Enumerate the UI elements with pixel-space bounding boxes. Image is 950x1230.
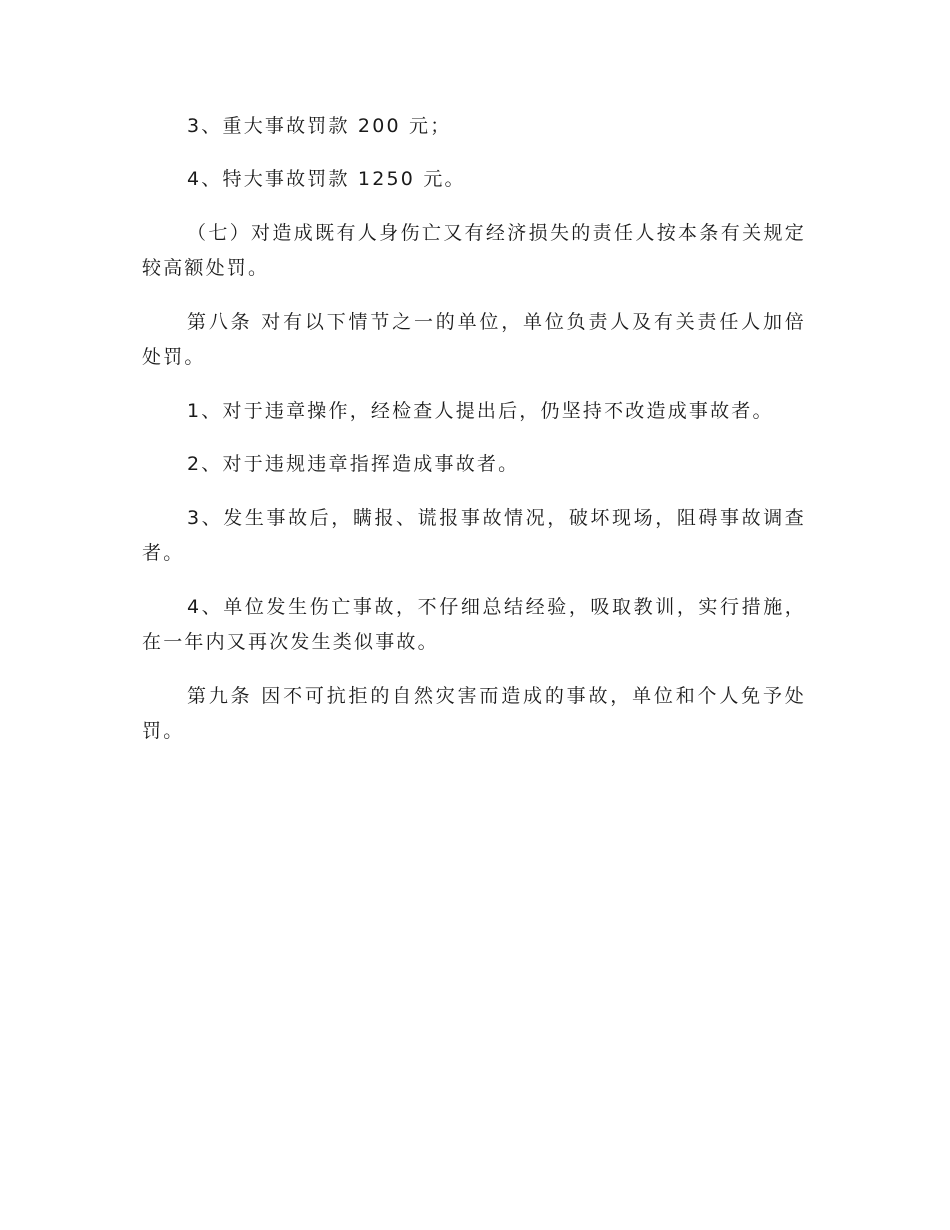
paragraph-article-nine: 第九条 因不可抗拒的自然灾害而造成的事故，单位和个人免予处罚。: [142, 685, 806, 742]
paragraph-major-accident-fine: 3、重大事故罚款 200 元；: [187, 115, 452, 137]
paragraph-severe-accident-fine: 4、特大事故罚款 1250 元。: [187, 168, 466, 190]
paragraph-article-eight-item-1: 1、对于违章操作，经检查人提出后，仍坚持不改造成事故者。: [187, 400, 774, 422]
paragraph-article-eight: 第八条 对有以下情节之一的单位，单位负责人及有关责任人加倍处罚。: [142, 311, 806, 368]
paragraph-clause-seven: （七）对造成既有人身伤亡又有经济损失的责任人按本条有关规定较高额处罚。: [142, 222, 806, 279]
paragraph-article-eight-item-4: 4、单位发生伤亡事故，不仔细总结经验，吸取教训，实行措施，在一年内又再次发生类似事故。: [142, 596, 806, 653]
paragraph-article-eight-item-2: 2、对于违规违章指挥造成事故者。: [187, 453, 520, 475]
paragraph-article-eight-item-3: 3、发生事故后，瞒报、谎报事故情况，破坏现场，阻碍事故调查者。: [142, 507, 806, 564]
